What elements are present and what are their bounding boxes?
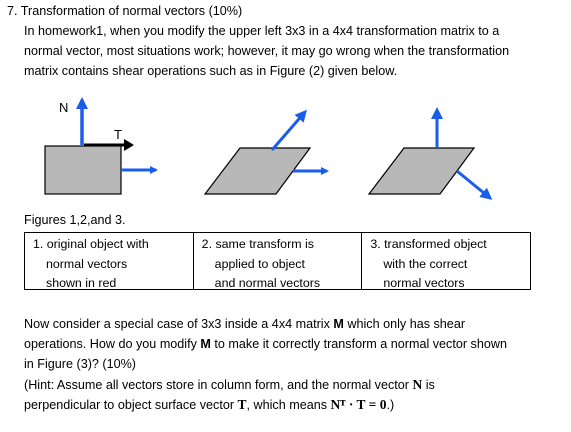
intro-line: In homework1, when you modify the upper left 3x3 in a 4x4 transformation matrix to a: [24, 24, 500, 38]
tangent-symbol: T: [237, 397, 247, 412]
caption-line: applied to object: [214, 256, 305, 271]
figure-captions-table: [24, 232, 531, 290]
question-heading: 7. Transformation of normal vectors (10%): [7, 4, 243, 18]
normal-arrow: [272, 112, 305, 150]
caption-line: 2. same transform is: [201, 237, 314, 251]
matrix-symbol: M: [333, 317, 344, 331]
part2-line: (Hint: Assume all vectors store in column form, and the normal vector N is: [24, 377, 435, 392]
caption-line: with the correct: [383, 256, 468, 271]
caption-line: normal vectors: [46, 256, 128, 271]
figure-1: [45, 100, 156, 194]
normal-symbol: N: [412, 377, 423, 392]
caption-line: 3. transformed object: [370, 237, 487, 251]
label-t: T: [114, 127, 122, 142]
caption-line: normal vectors: [383, 276, 465, 290]
caption-line: and normal vectors: [214, 276, 321, 290]
intro-line: matrix contains shear operations such as in Figure (2) given below.: [24, 64, 398, 78]
caption-cell: [193, 233, 362, 289]
caption-cell: [361, 233, 530, 289]
figure-2: [205, 112, 327, 194]
label-n: N: [59, 100, 69, 115]
caption-line: 1. original object with: [33, 237, 149, 251]
caption-cell: [25, 233, 193, 289]
part2-line: in Figure (3)? (10%): [24, 357, 136, 371]
normal-arrow: [457, 171, 490, 198]
tangent-arrowhead: [124, 139, 134, 151]
intro-line: normal vector, most situations work; however, it may go wrong when the transformation: [24, 44, 510, 58]
square-object: [45, 146, 121, 194]
part2-line: perpendicular to object surface vector T, which means Nᵀ · T = 0.): [24, 397, 395, 412]
matrix-symbol: M: [200, 337, 211, 351]
caption-line: shown in red: [46, 276, 117, 290]
orthogonality-equation: Nᵀ · T = 0: [330, 397, 387, 412]
part2-line: Now consider a special case of 3x3 inside a 4x4 matrix M which only has shear: [24, 317, 466, 331]
figures-caption: Figures 1,2,and 3.: [24, 213, 126, 227]
figures-illustration: [0, 92, 571, 212]
figure-3: [369, 110, 490, 198]
part2-line: operations. How do you modify M to make it correctly transform a normal vector shown: [24, 337, 507, 351]
